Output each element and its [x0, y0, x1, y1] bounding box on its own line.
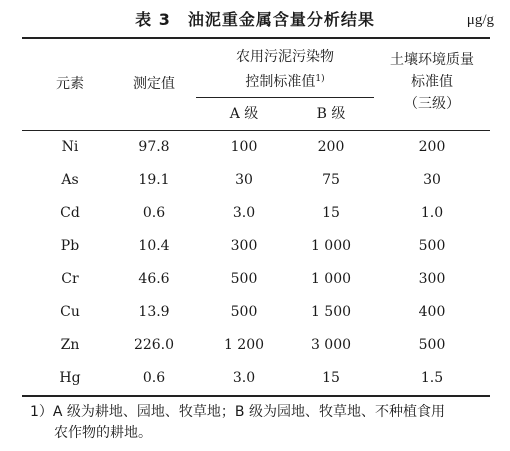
cell-soil: 500	[418, 337, 446, 353]
cell-grade-b: 75	[322, 172, 340, 188]
cell-soil: 1.0	[420, 205, 444, 221]
cell-element: Cu	[60, 304, 80, 320]
cell-element: Hg	[59, 370, 81, 386]
cell-measured: 19.1	[138, 172, 170, 188]
cell-measured: 46.6	[138, 271, 170, 287]
header-sludge-standard	[196, 46, 374, 93]
cell-grade-a: 3.0	[232, 205, 256, 221]
table-title: 表 3 油泥重金属含量分析结果	[135, 10, 375, 29]
header-bottom-rule	[22, 130, 490, 131]
cell-measured: 0.6	[142, 370, 166, 386]
header-element: 元素	[56, 76, 84, 92]
cell-element: As	[61, 172, 79, 188]
cell-measured: 226.0	[133, 337, 175, 353]
cell-grade-a: 500	[230, 271, 258, 287]
table-unit: μg/g	[466, 12, 494, 28]
cell-element: Ni	[61, 139, 79, 155]
cell-measured: 0.6	[142, 205, 166, 221]
header-soil-standard	[374, 49, 490, 115]
cell-grade-b: 15	[322, 205, 340, 221]
cell-grade-a: 100	[230, 139, 258, 155]
footnote-line-2: 农作物的耕地。	[54, 425, 152, 441]
header-soil-standard-line2: 标准值	[411, 74, 453, 90]
table-footnote	[30, 402, 490, 444]
header-sub-rule	[196, 97, 374, 98]
cell-grade-a: 300	[230, 238, 258, 254]
cell-measured: 13.9	[138, 304, 170, 320]
header-soil-standard-line1: 土壤环境质量	[390, 52, 474, 68]
cell-measured: 97.8	[138, 139, 170, 155]
cell-soil: 300	[418, 271, 446, 287]
footnote-marker: 1)	[315, 74, 325, 84]
cell-soil: 400	[418, 304, 446, 320]
cell-element: Cd	[60, 205, 80, 221]
header-grade-a: A 级	[229, 106, 259, 122]
cell-grade-b: 1 000	[310, 271, 352, 287]
header-soil-standard-line3: （三级）	[404, 96, 460, 112]
header-sludge-standard-line1: 农用污泥污染物	[236, 49, 334, 65]
cell-element: Zn	[60, 337, 80, 353]
cell-grade-b: 1 500	[310, 304, 352, 320]
footnote-line-1: 1）A 级为耕地、园地、牧草地；B 级为园地、牧草地、不种植食用	[30, 404, 445, 420]
cell-grade-b: 3 000	[310, 337, 352, 353]
cell-grade-a: 1 200	[223, 337, 265, 353]
cell-soil: 200	[418, 139, 446, 155]
top-rule	[22, 37, 490, 39]
cell-soil: 1.5	[420, 370, 444, 386]
header-sludge-standard-line2	[196, 68, 374, 93]
cell-grade-a: 3.0	[232, 370, 256, 386]
cell-element: Cr	[61, 271, 79, 287]
cell-grade-a: 500	[230, 304, 258, 320]
cell-grade-b: 1 000	[310, 238, 352, 254]
header-measured: 测定值	[133, 76, 175, 92]
table-title-row	[0, 8, 510, 32]
cell-grade-b: 15	[322, 370, 340, 386]
cell-element: Pb	[60, 238, 80, 254]
cell-grade-a: 30	[235, 172, 253, 188]
cell-soil: 30	[423, 172, 441, 188]
cell-grade-b: 200	[317, 139, 345, 155]
bottom-rule	[22, 395, 490, 397]
cell-soil: 500	[418, 238, 446, 254]
header-sludge-standard-line2-text: 控制标准值	[245, 74, 316, 90]
cell-measured: 10.4	[138, 238, 170, 254]
header-grade-b: B 级	[316, 106, 346, 122]
